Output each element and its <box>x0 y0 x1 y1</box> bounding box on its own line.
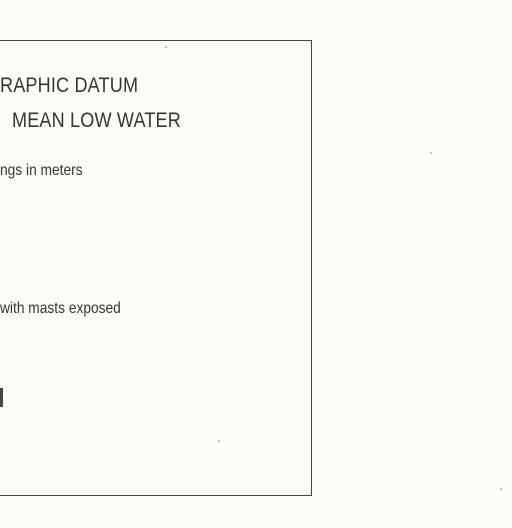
soundings-note: ngs in meters <box>0 162 83 179</box>
scan-speck <box>500 488 502 490</box>
datum-title-line-2: MEAN LOW WATER <box>12 109 181 132</box>
wreck-note: with masts exposed <box>0 300 121 317</box>
scan-speck <box>165 46 167 48</box>
datum-title-line-1: RAPHIC DATUM <box>0 74 139 97</box>
scan-speck <box>430 152 432 154</box>
legend-symbol-fragment <box>0 388 3 407</box>
scan-speck <box>218 440 220 442</box>
